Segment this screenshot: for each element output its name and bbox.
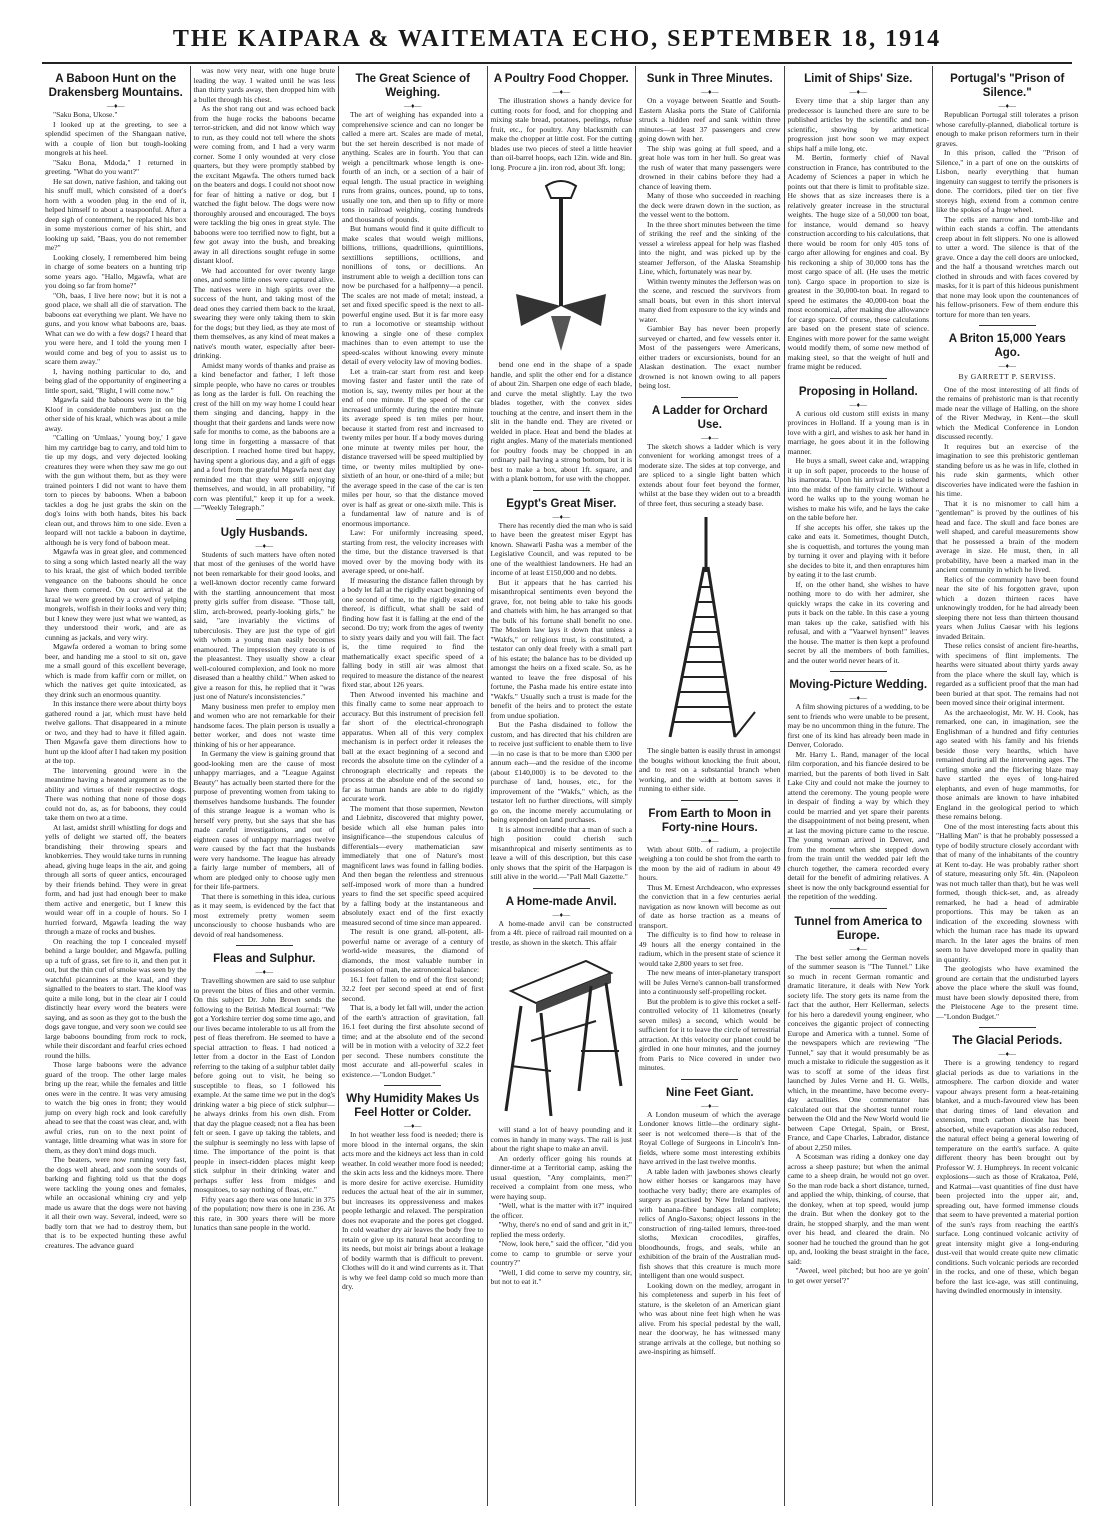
headline-ornament-icon: —♦— (552, 910, 571, 919)
article-body (194, 66, 336, 513)
article-paragraph: At last, amidst shrill whistling for dogs and yells of delight we started off, the beaters brandishing their throwing spears and knobkerries. They would take turns in running ahead, giving huge leaps in the air, and going through all sorts of queer antics, encouraged by their friends behind. They were in great form, and had just had enough beer to make them active and energetic, but I knew this would wear off in a couple of hours. So I hurried forward, Mgawfa leading the way through a maze of rocks and bushes. (45, 822, 187, 936)
headline-ornament-icon: —♦— (849, 88, 868, 96)
headline-ornament-icon: —♦— (255, 541, 274, 550)
article-paragraph: The result is one grand, all-potent, all-powerful name or average of a century of world-wide measures, the diamond of diamonds, the most valuable number in possession of man, the astronomical balance: (342, 927, 484, 974)
headline-ornament-icon: —♦— (255, 968, 274, 976)
article-paragraph: One of the most interesting facts about this "Halling Man" is that he probably possessed a type of bodily structure closely accordant with that of many of the inhabitants of the country at Kent to-day. He was probably rather short of stature, measuring only 5ft. 4in. (Napoleon was not much taller than that), but he was well formed, though thick-set, and, as already remarked, he had a head of admirable proportions. This may be taken as an indication of the exceeding slowness with which the human race has made its upward march. In the later ages the brains of men seem to have developed more in quality than in quantity. (936, 821, 1079, 964)
article-paragraph: We had accounted for over twenty large ones, and some little ones were captured alive. The natives were in high spirits over the success of the hunt, and taking most of the dead ones they carried them back to the kraal, swearing they were only taking them to skin for the dogs; but they lied, as they ate most of them themselves, as any kind of meat makes a native's mouth water, especially after beer-drinking. (193, 265, 335, 360)
column-5 (636, 66, 785, 1506)
article-divider (681, 1079, 738, 1080)
article-divider (236, 945, 293, 946)
article-paragraph: Many of those who succeeded in reaching the deck were drawn down in the suction, as the vessel went to the bottom. (639, 191, 781, 219)
headline-ornament-icon: —♦— (849, 694, 868, 702)
article-headline: A Poultry Food Chopper. (493, 73, 629, 85)
article-paragraph: In the three short minutes between the time of striking the reef and the sinking of the vessel a wireless appeal for help was flashed into the night, and was picked up by the steamer Jefferson, of the Alaska Steamship Line, which, fortunately was near by. (639, 219, 781, 276)
article-paragraph: Mgawfa said the baboons were in the big Kloof in considerable numbers just on the other side of his kraal, which was about a mile away. (45, 395, 187, 433)
article-moving-picture-wedding (788, 678, 930, 902)
article-headline: Limit of Ships' Size. (804, 73, 913, 85)
article-body-continued (491, 360, 633, 484)
article-paragraph: The difficulty is to find how to release in 49 hours all the energy contained in the radium, which in the present state of science it would take 2,800 years to set free. (639, 930, 781, 968)
article-body (788, 953, 930, 1286)
article-from-earth-to-moon-in-forty-nine-hours (639, 807, 781, 1073)
article-paragraph: If measuring the distance fallen through by a body let fall at the rigidly exact beginning of one second of time, to the rigidly exact end thereof, is difficult, what shall be said of finding how fast it is falling at the end of the second. Do try; work from the ages of twenty to sixty years daily and you will fail. The fact is, the time required to find the mathematically exact specific speed of a falling body in still air was almost that required to measure the distance of the nearest fixed star, about 126 years. (342, 575, 484, 689)
article-paragraph: Fifty years ago there was one lunatic in 375 of the population; now there is one in 236. At this rate, in 300 years there will be more lunatics than sane people in the world. (193, 1194, 335, 1232)
article-paragraph: Mr. Harry L. Rand, manager of the local film corporation, and his fiancée desired to be married, but the parents of both lived in Salt Lake City and could not make the journey to attend the ceremony. The young people were in despair of finding a way by which they could be married and yet spare their parents the disappointment of not being present, when at last the moving picture came to the rescue. The young woman arrived in Denver, and from the moment when she stepped down from the train until the wedded pair left the church together, the camera recorded every detail for the benefit of admiring relatives. A sheet is now the only background essential for the repetition of the wedding. (787, 749, 929, 901)
article-paragraph: As the archaeologist, Mr. W. H. Cook, has remarked, one can, in imagination, see the Englishman of a hundred and fifty centuries ago seated with his family and his friends beside those very hearths, which have remained during all the intervening ages. The curling smoke and the flickering blaze may have startled the eyes of long-haired elephants, and even of huge mammoths, for those animals are known to have inhabited England in the geological period to which these remains belong. (936, 707, 1079, 821)
article-paragraph: The art of weighing has expanded into a comprehensive science and can no longer be called a mere art. Scales are made of metal, but the set herein described is not made of anything. Scales are in fourth. You that can weigh a penciltmark whose length is one-fourth of an inch, or a section of a hair of equal length. The usual practice in weighing runs from grains, ounces, pound, up to tons, usually one ton, and then up to fifty or more tons in railroad weighing, costing hundreds and thousands of pounds. (342, 110, 484, 224)
article-body (639, 1110, 781, 1357)
article-a-home-made-anvil (491, 895, 633, 1287)
article-paragraph: There is a growing tendency to regard glacial periods as due to variations in the atmosphere. The carbon dioxide and water vapour always present form a heat-retaining blanket, and a much-favoured view has been that during times of land elevation and extension, much carbon dioxide has been absorbed, while evaporation was also reduced, the natural effect being a general lowering of temperature on the earth's surface. A quite different theory has been brought out by Professor W. J. Humphreys. In recent volcanic explosions—such as those of Krakatoa, Pelé, and Katmai—vast quantities of fine dust have been projected into the upper air, and, spreading out, have formed immense clouds that seem to have prevented a material portion of the sun's rays from reaching the earth's surface. Long continued volcanic activity of great intensity might give a long-enduring dust-veil that would create quite new climatic conditions. Such volcanic periods are recorded in the rocks, and one of these, which began before the last ice-age, was still continuing, having dwindled enormously in intensity. (936, 1058, 1079, 1295)
article-headline: A Briton 15,000 Years Ago. (948, 333, 1066, 359)
home-made-anvil-illustration (491, 951, 631, 1121)
article-body (788, 409, 930, 666)
article-body (936, 385, 1079, 1022)
article-paragraph: A curious old custom still exists in many provinces in Holland. If a young man is in love with a girl, and wishes to ask her hand in marriage, he goes about it in the following manner. (787, 408, 929, 456)
article-paragraph: Looking closely, I remembered him being in charge of some beaters on a hunting trip some years ago. "Hallo, Mgawfa, what are you doing so far from home?" (45, 252, 187, 290)
article-paragraph: If, on the other hand, she wishes to have nothing more to do with her admirer, she quickly wraps the cake in its covering and puts it back on the table. In this case a young man takes up the cake, satisfied with his refusal, and with a "Vaarwel hynsen!" leaves the house. The matter is then kept a profound secret by all the members of both families, and the outer world never hears of it. (787, 579, 929, 665)
article-the-great-science-of-weighing (342, 72, 484, 1079)
article-paragraph: The moment that those supermen, Newton and Liebnitz, discovered that mighty power, beside which all else human pales into insignificance—the stupendous calculus of differentials—every mathematician saw immediately that one of Nature's most magnificent laws was found in falling bodies. And then began the relentless and strenuous self-imposed work of more than a hundred years to find the set specific speed acquired by a falling body at the instantaneous and absolutely exact end of the first exactly measured second of time since man appeared. (342, 803, 484, 927)
article-a-baboon-hunt-on-the-drakensberg-mountains (45, 72, 187, 1250)
headline-ornament-icon: —♦— (998, 102, 1017, 110)
article-divider (681, 800, 738, 801)
article-paragraph: Within twenty minutes the Jefferson was on the scene, and rescued the survivors from small boats, but even in this short interval many died from exposure to the icy winds and water. (639, 276, 781, 324)
article-paragraph: Students of such matters have often noted that most of the geniuses of the world have not been remarkable for their good looks, and a well-known doctor recently came forward with the startling announcement that most pretty girls suffer from disease. "Those tall, slim, arch-browed, pearly-looking girls," he said, "are invariably the victims of tuberculosis. They are just the type of girl with whom a young man easily becomes enamoured. The impression they create is of the pleasantest. They usually show a clear well-coloured complexion, and look no more diseased than a healthy child." When asked to give a reason for this, he replied that it "was just one of Nature's inconsistencies." (193, 549, 335, 701)
column-2 (191, 66, 340, 1506)
article-egypt-s-great-miser (491, 497, 633, 882)
article-paragraph: But the problem is to give this rocket a self-controlled velocity of 11 kilometres (nearly seven miles) a second, which would be sufficient for it to leave the circle of terrestrial attraction. At this velocity our planet could be girdled in one hour minutes, and the journey from Paris to Nice covered in under two minutes. (639, 996, 781, 1072)
article-body (342, 1130, 484, 1292)
article-body (639, 96, 781, 391)
article-paragraph: Mgawfa ordered a woman to bring some beer, and handing me a stool to sit on, gave me a small gourd of this excellent beverage, which is made from kaffir corn or millet, on which the natives get quite intoxicated, as they drink such an enormous quantity. (45, 642, 187, 699)
article-paragraph: But it appears that he has carried his misanthropical sentiments even beyond the grave, for, not being able to take his goods and chattels with him, he has arranged so that the bulk of his fortune shall benefit no one. The Moslem law lays it down that unless a "Wakfs," or religious trust, is constituted, a testator can only deal freely with a small part of his estate; the balance has to be divided up amongst the heirs on a fixed scale. So, as he wanted to leave the free disposal of his fortune, the Pasha made his entire estate into "Wakfs." Usually such a trust is made for the benefit of the heirs and to protect the estate from undue spoliation. (490, 577, 632, 720)
article-body (194, 976, 336, 1233)
article-paragraph: Every time that a ship larger than any predecessor is launched there are sure to be published articles by the scientific and non-scientific, showing by arithmetical progression just how soon we may expect ships half a mile long, etc. (787, 96, 929, 153)
article-paragraph: The cells are narrow and tomb-like and within each stands a coffin. The attendants creep about in felt slippers. No one is allowed to utter a word. The silence is that of the grave. Once a day the cell doors are unlocked, and the half a thousand wretches march out clothed in shrouds and with faces covered by masks, for it is part of this hideous punishment that none may look upon the countenances of his fellow-prisoners. Few of them endure this torture for more than ten years. (936, 214, 1079, 319)
article-divider (830, 671, 887, 672)
article-paragraph: In hot weather less food is needed; there is more blood in the internal organs, the skin acts more and the kidneys act less than in cold weather. In cold weather more food is needed; the skin acts less and the kidneys more. There is more desire for active exercise. Humidity reduces the actual heat of the air in summer, but increases its oppressiveness and makes people lethargic and relaxed. The perspiration does not evaporate and the pores get clogged. In cold weather dry air leaves the body free to retain or give up its natural heat according to its needs, but moist air brings about a leakage of bodily warmth that is difficult to prevent. Clothes will do it and wind currents as it. That is why we feel damp cold so much more than dry. (342, 1130, 484, 1291)
article-tunnel-from-america-to-europe (788, 915, 930, 1286)
article-headline: Proposing in Holland. (798, 385, 918, 398)
article-paragraph: If she accepts his offer, she takes up the cake and eats it. Sometimes, thought Dutch, she is coquettish, and tortures the young man by turning it over and playing with it before she decides to bite it, and then enraptures him by eating it to the last crumb. (787, 522, 929, 579)
article-headline: A Baboon Hunt on the Drakensberg Mountains. (48, 73, 183, 99)
article-paragraph: Then Atwood invented his machine and this finally came to some near approach to accuracy. But this instrument of precision fell far short of the electrical-chronograph apparatus. When all of this very complex mechanism is in perfect order it releases the ball at the exact beginning of a second and records the absolute time on the cylinder of a chronograph electrically and repeats the process at the absolute end of the second so far as human hands are able to do rigidly accurate work. (342, 689, 484, 803)
article-divider (830, 908, 887, 909)
article-body (639, 845, 781, 1073)
headline-ornament-icon: —♦— (849, 944, 868, 953)
article-body (491, 521, 633, 882)
article-divider (979, 325, 1036, 326)
column-6 (785, 66, 934, 1506)
article-paragraph: A table laden with jawbones shows clearly how either horses or kangaroos may have toothache very badly; there are examples of surgery as practised by New Ireland natives, with banana-fibre bandages all complete; relics of Anglo-Saxons; object lessons in the construction of ring-tailed lemurs, three-toed sloths, Mexican crocodiles, giraffes, bloodhounds, frogs, and seals, while an exhibition of the brain of the Australian mud-fish shows that this creature is much more intelligent than one would suspect. (639, 1166, 781, 1280)
article-nine-feet-giant (639, 1086, 781, 1357)
article-headline: Fleas and Sulphur. (213, 953, 316, 965)
headline-ornament-icon: —♦— (849, 400, 868, 409)
article-divider (533, 490, 590, 491)
article-body (342, 110, 484, 1079)
article-body (788, 96, 930, 372)
article-paragraph: Those large baboons were the advance guard of the troop. The other large males bring up the rear, while the females and little ones were in the centre. It was very amusing to watch the big ones in front; they would jump on every high rock and look carefully ahead to see that the coast was clear, and, with awful cries, run on to the next point of vantage, little dreaming what was in store for them, as they don't mind dogs much. (45, 1060, 187, 1155)
article-paragraph: Travelling showmen are said to use sulphur to prevent the bites of flies and other vermin. On this subject Dr. John Brown sends the following to the British Medical Journal: "We got a Yorkshire terrier dog some time ago, and our lives became intolerable to us all from the pest of fleas therefrom. He seemed to have a special attraction to fleas. I had noticed a letter from a doctor in the East of London referring to the taking of a sulphur tablet daily before going out to visit, he being so susceptible to fleas, so I followed his example. At the same time we put in the dog's drinking water a big piece of stick sulphur—he always drinks from his own dish. From that day the plague ceased; not a flea has been felt or seen. I gave up taking the tablets, and the sulphur is seemingly no less with lapse of time. The importance of the point is that people in insect-ridden places might keep stick sulphur in their drinking water and perhaps suffer less from midges and mosquitoes, to say nothing of fleas, etc." (193, 976, 335, 1194)
headline-ornament-icon: —♦— (700, 433, 719, 442)
headline-ornament-icon: —♦— (700, 836, 719, 845)
article-divider (236, 519, 293, 520)
article-ugly-husbands (194, 526, 336, 940)
article-paragraph: He sat down, native fashion, and taking out his snuff mull, which consisted of a doer's horn with a wooden plug in the end of it, helped himself to about a teaspoonful. After a deep sigh of contentment, he replaced his box in some mysterious corner of his shirt, and looking up said, "Baas, you do not remember me?" (45, 176, 187, 252)
article-divider (384, 1085, 441, 1086)
article-limit-of-ships-size (788, 72, 930, 372)
article-paragraph: I looked up at the greeting, to see a splendid specimen of the Shangaan native, with a couple of lion but tough-looking mongrels at his heel. (45, 119, 187, 157)
article-paragraph: The ship was going at full speed, and a great hole was torn in her hull. So great was the rush of water that many passengers were drowned in their cabins before they had a chance of leaving them. (639, 143, 781, 191)
article-paragraph: I, having nothing particular to do, and being glad of the opportunity of engineering a little sport, said, "Right, I will come now." (45, 366, 187, 395)
article-paragraph: Law: For uniformly increasing speed, starting from rest, the velocity increases with the time, but the distance traversed is that moved over by the moving body with its average speed, or one-half. (342, 528, 484, 575)
article-paragraph: Let a train-car start from rest and keep moving faster and faster until the rate of motion is, say, twenty miles per hour at the end of one minute. If the speed of the car increased uniformly during the entire minute its average speed is ten miles per hour, because it started from rest and increased to twenty miles per hour. If a body moves during one minute at twenty miles per hour, the distance traversed will be speed multiplied by time, or twenty miles multiplied by one-sixtieth of an hour, or one-third of a mile; but the average speed in the case of the car is ten miles per hour, so that the distance moved over is half as great or one-sixth mile. This is a fundamental law of nature and is of enormous importance. (342, 366, 484, 528)
article-paragraph: These relics consist of ancient fire-hearths, with specimens of flint implements. The hearths were situated about thirty yards away from the place where the skull lay, which is regarded as a sufficient proof that the man had been buried at that spot. The remains had not been moved since their original interment. (936, 641, 1079, 707)
article-fleas-and-sulphur (194, 952, 336, 1233)
article-paragraph: The new means of inter-planetary transport will be Jules Verne's cannon-ball transformed into a continuously self-propelling rocket. (639, 968, 781, 996)
article-paragraph: "Saku Bona, Ukose." (53, 110, 118, 119)
article-body (936, 1058, 1079, 1296)
article-paragraph: A film showing pictures of a wedding, to be sent to friends who were unable to be present, may be no uncommon thing in the future. The first one of its kind has already been made in Denver, Colorado. (787, 702, 930, 749)
article-why-humidity-makes-us-feel-hotter-or-colder (342, 1092, 484, 1292)
article-headline: A Ladder for Orchard Use. (651, 404, 768, 431)
article-paragraph: That it is no misnomer to call him a "gentleman" is proved by the outlines of his head and face. The skull and face bones are well shaped, and careful measurements show that he possessed a brain of the modern average in size. He must, then, in all probability, have been a marked man in the ancient community in which he lived. (936, 498, 1079, 574)
article-paragraph: The single batten is easily thrust in amongst the boughs without knocking the fruit about, and to rest on a substantial branch when working, and the width at bottom saves it running to either side. (639, 746, 781, 793)
article-body-continued (639, 746, 781, 794)
article-headline: Portugal's "Prison of Silence." (950, 73, 1065, 99)
article-paragraph: The intervening ground were in the meantime having a heated argument as to the ability and virtues of their respective dogs. There was nothing that none of those dogs could not do, as, as for baboons, they could take them on two at a time. (45, 765, 187, 822)
article-paragraph: Many business men prefer to employ men and women who are not remarkable for their handsome faces. The plain person is usually a better worker, and does not waste time thinking of his or her appearance. (193, 701, 335, 749)
column-3 (339, 66, 488, 1506)
article-paragraph: "Now, look here," said the officer, "did you come to camp to grumble or serve your country?" (490, 1239, 632, 1267)
article-paragraph: It is almost incredible that a man of such a high position could cherish such misanthropical and miserly sentiments as to leave a will of this description, but this case only shows that the spirit of the Harpagon is still alive in the world.—"Pall Mall Gazette." (490, 824, 632, 881)
article-the-glacial-periods (936, 1034, 1079, 1296)
article-paragraph: A Scotsman was riding a donkey one day across a sheep pasture; but when the animal came to a sheep drain, he would not go over. So the man rode back a short distance, turned, and applied the whip, thinking, of course, that the donkey, when at top speed, would jump the drain. But when the donkey got to the drain, he stopped sharply, and the man went over his head, and cleared the drain. No sooner had he touched the ground than he got up, and, looking the beast straight in the face, said: (787, 1152, 929, 1266)
masthead: THE KAIPARA & WAITEMATA ECHO, SEPTEMBER 18, 1914 (172, 26, 942, 52)
article-headline: From Earth to Moon in Forty-nine Hours. (648, 807, 772, 834)
article-paragraph: The best seller among the German novels of the summer season is "The Tunnel." Like so much in recent German romantic and dramatic literature, it deals with New York society life. The story gets its name from the fact that the author, Herr Kellerman, selects for his hero a daredevil young engineer, who conceives the gigantic project of connecting Europe and America with a tunnel. Some of the newspapers which are reviewing "The Tunnel," say that it would presumably be as much a mistake to ridicule the suggestion as it was to scoff at some of the ideas first launched by Jules Verne and H. G. Wells, which, in the meantime, have become every-day actualities. One commentator has calculated out that the shortest tunnel route between the Old and the New World would lie between Cape Ortegal, Spain, or Brest, France, and Cape Charles, Labrador, distance of about 2,250 miles. (787, 952, 929, 1152)
article-body (639, 442, 781, 509)
article-paragraph: One of the most interesting of all finds of the remains of prehistoric man is that recently made near the village of Halling, on the shore of the River Medway, in Kent—the skull which the Medical Conference in London discussed recently. (936, 384, 1079, 441)
article-paragraph: In this instance there were about thirty boys gathered round a jar, which must have held twelve gallons. That disappeared in a minute or two, and they had to have it filled again. Then Mgawfa gave them directions how to hunt up the kloof after I had taken my position at the top. (45, 699, 187, 765)
article-paragraph: In Germany the view is gaining ground that good-looking men are the cause of most unhappy marriages, and a "League Against Beauty" has actually been started there for the purpose of preventing women from taking to themselves handsome husbands. The founder of this strange league is a woman who is herself very pretty, but she says that she has made careful investigations, and out of eighteen cases of unhappy marriages twelve were caused by the fact that the husbands were very handsome. The league has already a fairly large number of members, all of whom are pledged only to choose ugly men for their life-partners. (193, 749, 335, 891)
article-body (194, 550, 336, 940)
article-divider (533, 888, 590, 889)
article-headline: Egypt's Great Miser. (506, 497, 617, 510)
headline-ornament-icon: —♦— (700, 1101, 719, 1110)
headline-ornament-icon: —♦— (998, 362, 1017, 370)
article-continued (194, 66, 336, 513)
article-paragraph: A home-made anvil can be constructed from a 4ft. piece of railroad rail mounted on a trestle, as shown in the sketch. This affair (490, 918, 632, 947)
article-divider (830, 378, 887, 379)
column-1 (42, 66, 191, 1506)
article-paragraph: bend one end in the shape of a spade handle, and split the other end for a distance of about 2in. Sharpen one edge of each blade, and curve the metal slightly. Lay the two blades together, with the convex sides touching at the centre, and insert them in the slit in the handle end. They are riveted or welded in place. Heat and bend the blades at right angles. Many of the materials mentioned for poultry foods may be chopped in an ordinary pail having a strong bottom, but it is best to make a box, about 1ft. square, and with a plank bottom, for use with the chopper. (490, 360, 632, 483)
article-paragraph: was now very near, with one huge brute leading the way. I waited until he was less than thirty yards away, then dropped him with a bullet through his chest. (193, 66, 335, 104)
article-byline: By GARRETT P. SERVISS. (958, 372, 1056, 381)
article-paragraph: "Aweel, weel pitched; but hoo are ye goin' to get ower yersel'?" (787, 1266, 929, 1285)
article-body (45, 110, 187, 1250)
article-paragraph: A London museum of which the average Londoner knows little—the ordinary sight-seer is not welcomed there—is that of the Royal College of Surgeons in Lincoln's Inn-fields, where some most interesting exhibits have arrived in the last twelve months. (639, 1109, 781, 1166)
article-headline: Moving-Picture Wedding. (789, 679, 928, 691)
article-body (491, 919, 633, 948)
article-paragraph: "Well, what is the matter with it?" inquired the officer. (490, 1201, 632, 1220)
headline-ornament-icon: —♦— (700, 88, 719, 96)
article-paragraph: Mgawfa was in great glee, and commenced to sing a song which lasted nearly all the way to his kraal, the gist of which boded terrible vengeance on the baboons should he once have them cornered. On our arrival at the kraal we were greeted by a crowd of yelping mongrels, wolfish in their looks and very thin; but I knew they were just what we wanted, as they understood their work, and are as cunning as jackals, and very wiry. (45, 547, 187, 642)
article-paragraph: He buys a small, sweet cake and, wrapping it up in soft paper, proceeds to the house of his inamorata. Upon his arrival he is ushered into the midst of the family circle. Without a word he walks up to the young woman he wishes to make his wife, and he lays the cake on the table before her. (787, 456, 929, 522)
article-paragraph: "Saku Bona, Mdoda," I returned in greeting. "What do you want?" (45, 157, 187, 176)
article-a-ladder-for-orchard-use (639, 404, 781, 794)
article-paragraph: M. Bertin, formerly chief of Naval construction in France, has contributed to the Academy of Sciences a paper in which he points out that there is limit to profitable size. He shows that as size increases there is a relatively greater increase in the structural weights. The huge size of a 50,000 ton boat, for instance, would demand so heavy construction according to his calculations, that there would be room for only 405 tons of cargo after allowing for engines and coal. By his reckoning a ship of 30,000 tons has the most cargo space of all. (He uses the metric ton). Cargo space in proportion to size is greatest in the 30,000-ton boat. In regard to speed he estimates the 40,000-ton boat the most economical, after making due allowance for cargo space. Of course, these calculations are based on the present state of science. Engines with more power for the same weight would modify them, of some new method of making steel, so that the weight of hull and frame might be reduced. (787, 153, 929, 371)
article-paragraph: The illustration shows a handy device for cutting roots for food, and for chopping and mixing stale bread, potatoes, peelings, refuse fruit, etc., for poultry. Any blacksmith can make the chopper at little cost. For the cutting blades use two pieces of steel a little heavier than oil-barrel hoops, each 12in. wide and 8in. long. Procure a jin. iron rod, about 3ft. long; (490, 96, 632, 172)
article-body (788, 702, 930, 902)
article-paragraph: Looking down on the medley, arrogant in his completeness and superb in his feet of stature, is the skeleton of an American giant who was about nine feet high when he was alive. From his special pedestal by the wall, near the doorway, he has witnessed many strange arrivals at the college, but nothing so awe-inspiring as himself. (639, 1280, 781, 1356)
article-paragraph: 16.1 feet fallen to end of the first second; 32.2 feet per second speed at end of first second. (342, 974, 484, 1003)
article-paragraph: "Oh, baas, I live here now; but it is not a good place, we shall all die of starvation. The baboons eat everything we plant. We have no guns, and you know what baboons are, baas. What can we do with a few dogs? I heard that you were here, and I told the young men I would come and beg of you to assist us to scare them away." (45, 290, 187, 366)
column-4 (488, 66, 637, 1506)
headline-ornament-icon: —♦— (106, 102, 125, 110)
newspaper-page (42, 66, 1082, 1506)
article-paragraph: Relics of the community have been found near the site of his forgotten grave, upon which a dozen thirteen races have unknowingly trodden, for he had already been sleeping there not less than thirteen thousand years when Julius Caesar with his legions invaded Britain. (936, 574, 1079, 641)
article-headline: Ugly Husbands. (220, 526, 308, 539)
poultry-chopper-illustration (491, 176, 631, 356)
article-divider (681, 397, 738, 398)
masthead-rule (42, 62, 1072, 64)
headline-ornament-icon: —♦— (552, 512, 571, 521)
orchard-ladder-illustration (640, 512, 780, 742)
article-a-poultry-food-chopper (491, 72, 633, 484)
article-paragraph: Gambier Bay has never been properly surveyed or charted, and few vessels enter it. Most of the passengers were Americans, either traders or excursionists, bound for an Alaskan destination. The exact number drowned is not known owing to all papers being lost. (639, 324, 781, 390)
article-paragraph: An orderly officer going his rounds at dinner-time at a Territorial camp, asking the usual question, "Any complaints, men?" received a complaint from one mess, who were haying soup. (490, 1153, 632, 1201)
article-paragraph: But the Pasha disdained to follow the custom, and has directed that his children are to receive just sufficient to enable them to live—in no case is that to be more than £300 per annum each—and the residue of the income (about £140,000) is to be devoted to the purchase of land, houses, etc., for the improvement of the "Wakfs," which, as the testator left no further directions, will simply go on, the income merely accumulating or being expended on land purchases. (490, 720, 632, 824)
article-headline: Tunnel from America to Europe. (794, 915, 923, 942)
column-7 (933, 66, 1082, 1506)
article-headline: A Home-made Anvil. (505, 895, 617, 908)
headline-ornament-icon: —♦— (998, 1050, 1017, 1058)
article-portugal-s-prison-of-silence (936, 72, 1079, 319)
article-paragraph: will stand a lot of heavy pounding and it comes in handy in many ways. The rail is just about the right shape to make an anvil. (490, 1125, 632, 1153)
article-paragraph: In this prison, called the "Prison of Silence," in a part of one on the outskirts of Lisbon, nearly everything that human ingenuity can suggest to terrify the prisoners is done. The corridors, piled tier on tier five storeys high, extend from a common centre like the spokes of a huge wheel. (936, 148, 1079, 214)
article-a-briton-15-000-years-ago (936, 332, 1079, 1021)
article-paragraph: Thus M. Ernest Archdeacon, who expresses the conviction that in a few centuries aerial navigation as now known will become as out of date as horse traction as a means of transport. (639, 882, 781, 930)
headline-ornament-icon: —♦— (403, 102, 422, 110)
article-headline: Sunk in Three Minutes. (646, 73, 773, 85)
article-paragraph: "Calling on 'Umlaas,' 'young boy,' I gave him my cartridge bag to carry, and told him to tie up my dogs, and very dejected looking creatures they were when they saw me go out with the gun without them, but as they were trained pointers I did not want to have them torn to pieces by baboons. When a baboon tackles a dog he just grabs the skin on the dog's loins with both hands, bites his back clean out, and throws him to one side. Even a leopard will not tackle a baboon in daytime, although he is very fond of baboon meat. (45, 433, 187, 547)
article-paragraph: The sketch shows a ladder which is very convenient for working amongst trees of a moderate size. The sides at top converge, and are spliced to a single light batten which extends about four feet beyond the former, whilst at the base they widen out to a breadth of three feet, thus securing a steady base. (639, 441, 781, 508)
article-paragraph: On reaching the top I concealed myself behind a large boulder, and Mgawfa, pulling up a tuft of grass, set fire to it, and then put it out, but the thin curl of smoke was seen by the watchful picannines at the kraal, and they signalled to the beaters to start. The kloof was quite a mile long, but in the clear air I could distinctly hear every word the beaters were saying, and as soon as they got to the bush the dogs gave tongue, and very soon we could see large baboons bounding from rock to rock, while their discordant and fearful cries echoed round the hills. (45, 936, 187, 1060)
article-paragraph: On a voyage between Seattle and South-Eastern Alaska ports the State of California struck a hidden reef and sank within three minutes—at least 37 passengers and crew going down with her. (639, 96, 781, 143)
article-paragraph: That is, a body let fall will, under the action of the earth's attraction of gravitation, fall 16.1 feet during the first absolute second of time; and at the absolute end of the second will be in motion with a velocity of 32.2 feet per second. These numbers constitute the most accurate and all-powerful scales in existence.—"London Budget." (342, 1003, 484, 1079)
article-body (491, 96, 633, 172)
article-paragraph: It requires but an exercise of the imagination to see this prehistoric gentleman standing before us as he was in life, clothed in his rude skin garments, which other discoveries have indicated were the fashion in his time. (936, 441, 1079, 498)
article-headline: Nine Feet Giant. (665, 1086, 754, 1099)
article-paragraph: The geologists who have examined the ground are certain that the undisturbed layers above the place where the skull was found, must have been slowly deposited there, from the Pleistocene Age to the present time.—"London Budget." (936, 964, 1079, 1021)
article-paragraph: Amidst many words of thanks and praise as a kind benefactor and father, I left those simple people, who have no cares or troubles as long as the larder is full. On reaching the crest of the hill on my way home I could hear them singing and dancing, happy in the thought that their gardens and lands were now safe for months to come, as the baboons are a long time in forgetting a massacre of that description. I reached home tired but happy, having spent a glorious day, and a gift of eggs and a fowl from the grateful Mgawfa next day reminded me that they were still enjoying themselves, and would, in all probability, "if corn was plentiful," keep it up for a week.—"Weekly Telegraph." (193, 360, 335, 512)
article-headline: The Glacial Periods. (952, 1035, 1063, 1047)
article-paragraph: Republican Portugal still tolerates a prison whose carefully-planned, diabolical torture is enough to make prison reformers turn in their graves. (936, 110, 1079, 148)
article-body-continued (491, 1125, 633, 1287)
article-paragraph: As the shot rang out and was echoed back from the huge rocks the baboons became terror-stricken, and did not know which way to run, as they could not tell where the shots were coming from, and I had a very warm corner. Some I only wounded at very close quarters, but they were promptly stabbed by the excitant Mgawfa. The others turned back on the beaters and dogs. I could not shoot now for fear of hitting a native or dog, but I watched the fight below. The dogs were now thoroughly aroused and encouraged. The boys were tackling the big ones in great style. The baboons were too terrified now to fight, but a few got away into the bush, and breaking away in all directions sought refuge in some distant kloof. (193, 104, 335, 265)
article-sunk-in-three-minutes (639, 72, 781, 391)
article-proposing-in-holland (788, 385, 930, 666)
article-paragraph: There has recently died the man who is said to have been the greatest miser Egypt has known. Shawarli Pasha was a member of the Legislative Council, and was reputed to be one of the wealthiest landowners. He had an income of at least £150,000 and no debts. (490, 520, 632, 577)
headline-ornament-icon: —♦— (552, 88, 571, 96)
article-paragraph: But humans would find it quite difficult to make scales that would weigh millions, billions, trillions, quadrillions, quintillions, sextillions septillions, octillions, and nonillions of tons, or decillions. An instrument able to weigh a decillion tons can now be purchased for a halfpenny—a pencil. The scales are not made of metal; instead, a set and fixed specific speed is the next to all-powerful engine used. But it is far more easy to run a locomotive or steamship without knowing a single one of these complex machines than to even attempt to use the speed-scales without knowing every minute detail of every velocity law of moving bodies. (342, 224, 484, 366)
article-paragraph: "Why, there's no end of sand and grit in it," replied the mess orderly. (490, 1220, 632, 1239)
article-body (936, 110, 1079, 319)
article-paragraph: That there is something in this idea, curious as it may seem, is evidenced by the fact that most extremely pretty women seem unconsciously to choose husbands who are devoid of real handsomeness. (193, 891, 335, 939)
article-paragraph: With about 60lb. of radium, a projectile weighing a ton could be shot from the earth to the moon by the aid of radium in about 49 hours. (639, 844, 781, 882)
article-paragraph: The beaters, were now running very fast, the dogs well ahead, and soon the sounds of barking and fighting told us that the dogs were tackling the young ones and females, while an occasional whining cry and yelp made us aware that the dogs were not having it all their own way. Several, indeed, were so badly torn that we had to destroy them, but that is to be expected hunting these awful creatures. The advance guard (45, 1155, 187, 1250)
article-paragraph: "Well, I did come to serve my country, sir, but not to eat it." (490, 1267, 632, 1286)
article-headline: Why Humidity Makes Us Feel Hotter or Colder. (346, 1093, 480, 1119)
article-divider (979, 1027, 1036, 1028)
article-headline: The Great Science of Weighing. (355, 73, 470, 99)
headline-ornament-icon: —♦— (403, 1122, 422, 1130)
